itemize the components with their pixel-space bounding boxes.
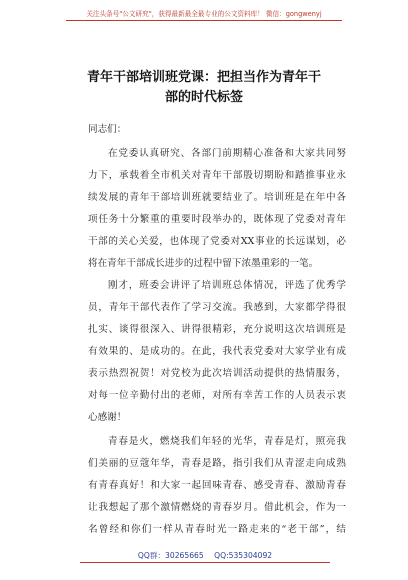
body-line: 续发展的青年干部培训班就要结业了。培训班是在年中各 xyxy=(88,192,346,203)
body-line: 员，青年干部代表作了学习交流。我感到，大家都学得很 xyxy=(88,302,346,313)
title-line-2: 部的时代标签 xyxy=(164,90,243,105)
body-line: 有青春真好！和大家一起回味青春、感受青春、激励青春 xyxy=(88,480,346,491)
body-line: 心感谢！ xyxy=(88,412,127,423)
footer-qq-group: QQ群：30265665 xyxy=(137,551,204,560)
body-line: 让我想起了那个激情燃烧的青春岁月。借此机会，作为一 xyxy=(88,502,346,513)
footer-contact xyxy=(80,550,330,563)
body-line: 将在青年干部成长进步的过程中留下浓墨重彩的一笔。 xyxy=(88,258,319,269)
title-line-1: 青年干部培训班党课：把担当作为青年干 xyxy=(86,70,321,85)
footer-qq: QQ:535304092 xyxy=(214,551,273,560)
body-line: 扎实、谈得很深入、讲得很精彩，充分说明这次培训班是 xyxy=(88,324,346,335)
body-line: 表示热烈祝贺！对党校为此次培训活动提供的热情服务， xyxy=(88,368,346,379)
body-line: 有效果的、是成功的。在此，我代表党委对大家学业有成 xyxy=(88,346,346,357)
body-line: 力下，承载着全市机关对青年干部殷切期盼和踏推事业永 xyxy=(88,170,346,181)
body-line: 干部的关心关爱，也体现了党委对XX事业的长远谋划，必 xyxy=(88,236,346,247)
body-line: 刚才，班委会讲评了培训班总体情况，评选了优秀学 xyxy=(108,280,346,291)
body-line: 对每一位辛勤付出的老师，对所有幸苦工作的人员表示衷 xyxy=(88,390,346,401)
body-line: 们美丽的豆蔻年华，青春是路，指引我们从青涩走向成熟 xyxy=(88,458,346,469)
body-line: 青春是火，燃烧我们年轻的光华，青春是灯，照亮我 xyxy=(108,436,346,447)
salutation: 同志们： xyxy=(88,124,127,135)
body-line: 在党委认真研究、各部门前期精心准备和大家共同努 xyxy=(108,148,346,159)
body-line: 项任务十分繁重的重要时段举办的，既体现了党委对青年 xyxy=(88,214,346,225)
body-line: 名曾经和你们一样从青春时光一路走来的“老干部”，结 xyxy=(88,524,346,535)
document-title xyxy=(52,68,356,108)
header-banner: 关注头条号"公文研究"，获得最新最全最专业的公文资料库！ 微信：gongwenyj xyxy=(66,8,342,21)
